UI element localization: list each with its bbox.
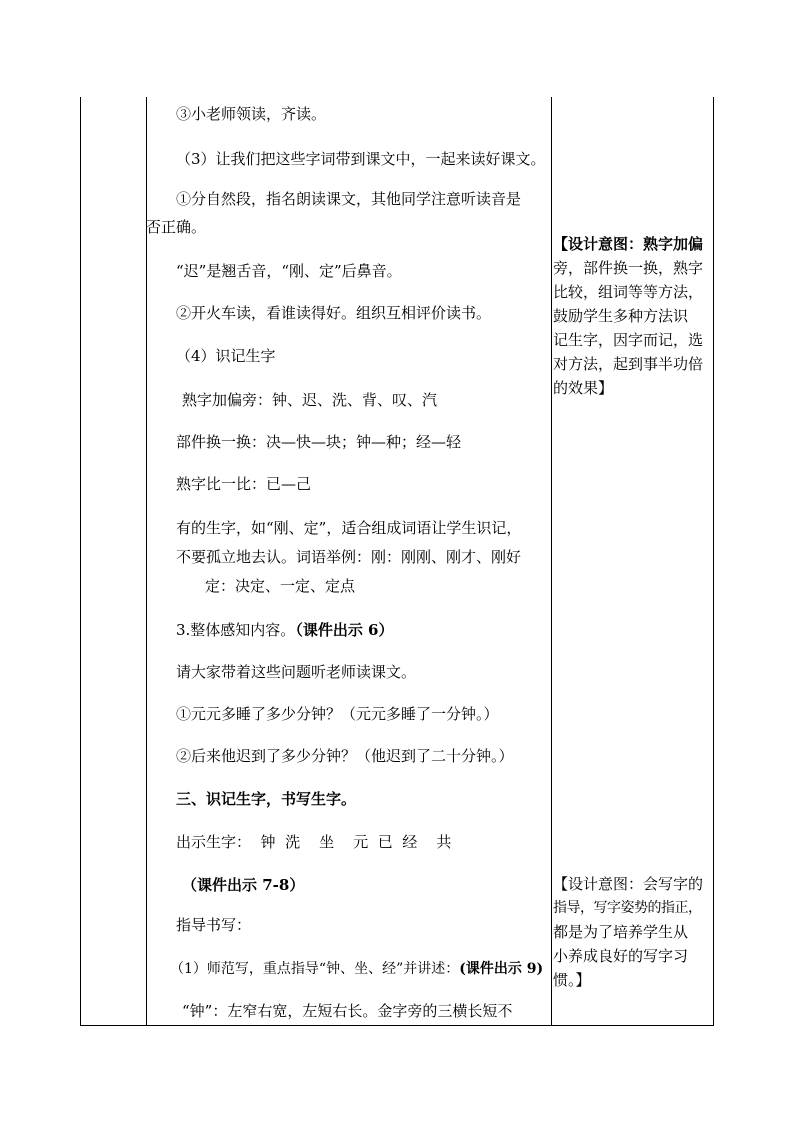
text-line: 请大家带着这些问题听老师读课文。 (176, 663, 417, 681)
text-line: 出示生字： 钟 洗 坐 元 已 经 共 (176, 833, 452, 851)
note-line: 旁，部件换一换，熟字 (553, 259, 704, 277)
text-line: ①分自然段，指名朗读课文，其他同学注意听读音是 (176, 190, 522, 208)
text-line: 不要孤立地去认。词语举例：刚：刚刚、刚才、刚好 (176, 548, 522, 566)
text-line: 熟字比一比：已—己 (176, 475, 312, 493)
text-line: 有的生字，如“刚、定”，适合组成词语让学生识记， (176, 519, 522, 537)
text-line: ①元元多睡了多少分钟？（元元多睡了一分钟。） (176, 705, 499, 723)
instruction-text: （1）师范写，重点指导“钟、坐、经”并讲述： (170, 961, 460, 977)
note-line: 指导，写字姿势的指正， (553, 900, 702, 916)
text-line: ③小老师领读，齐读。 (176, 105, 327, 123)
text-line: 定：决定、一定、定点 (205, 577, 356, 595)
design-intent-note (553, 232, 713, 400)
note-line: 鼓励学生多种方法识 (553, 307, 689, 325)
table-border-right (713, 97, 714, 1026)
text-line: ②后来他迟到了多少分钟？（他迟到了二十分钟。） (176, 747, 514, 765)
text-line (170, 959, 551, 979)
text-line (176, 620, 393, 640)
text-line: “钟”：左窄右宽，左短右长。金字旁的三横长短不 (182, 1002, 513, 1020)
note-line: 比较，组词等等方法， (553, 283, 704, 301)
note-line: 小养成良好的写字习 (553, 947, 689, 965)
table-border-left (80, 97, 81, 1026)
note-line: 【设计意图：熟字加偏 (553, 235, 704, 253)
text-line: “迟”是翘舌音，“刚、定”后鼻音。 (176, 262, 402, 280)
table-border-bottom (80, 1025, 714, 1026)
design-intent-note (553, 872, 713, 992)
text-line: 熟字加偏旁：钟、迟、洗、背、叹、汽 (182, 391, 438, 409)
note-line: 都是为了培养学生从 (553, 923, 689, 941)
section-heading: 三、识记生字，书写生字。 (176, 790, 357, 808)
note-line: 惯。】 (553, 971, 591, 989)
courseware-note: (课件出示 9) (459, 961, 544, 977)
courseware-note: （课件出示 6） (295, 621, 394, 639)
section-heading: 3.整体感知内容。 (176, 621, 296, 639)
courseware-note: （课件出示 7-8） (182, 876, 305, 894)
note-line: 对方法，起到事半功倍 (553, 355, 704, 373)
note-line: 【设计意图：会写字的 (553, 875, 704, 893)
note-line: 的效果】 (553, 379, 614, 397)
note-line: 记生字，因字而记，选 (553, 331, 704, 349)
text-line: ②开火车读，看谁读得好。组织互相评价读书。 (176, 304, 492, 322)
table-column-divider (551, 97, 552, 1026)
text-line: 否正确。 (146, 218, 207, 236)
text-line: （4）识记生字 (176, 347, 276, 365)
text-line: 部件换一换：决—快—块；钟—种；经—轻 (176, 433, 462, 451)
text-line: （3）让我们把这些字词带到课文中，一起来读好课文。 (176, 150, 546, 168)
text-line: 指导书写： (176, 916, 252, 934)
